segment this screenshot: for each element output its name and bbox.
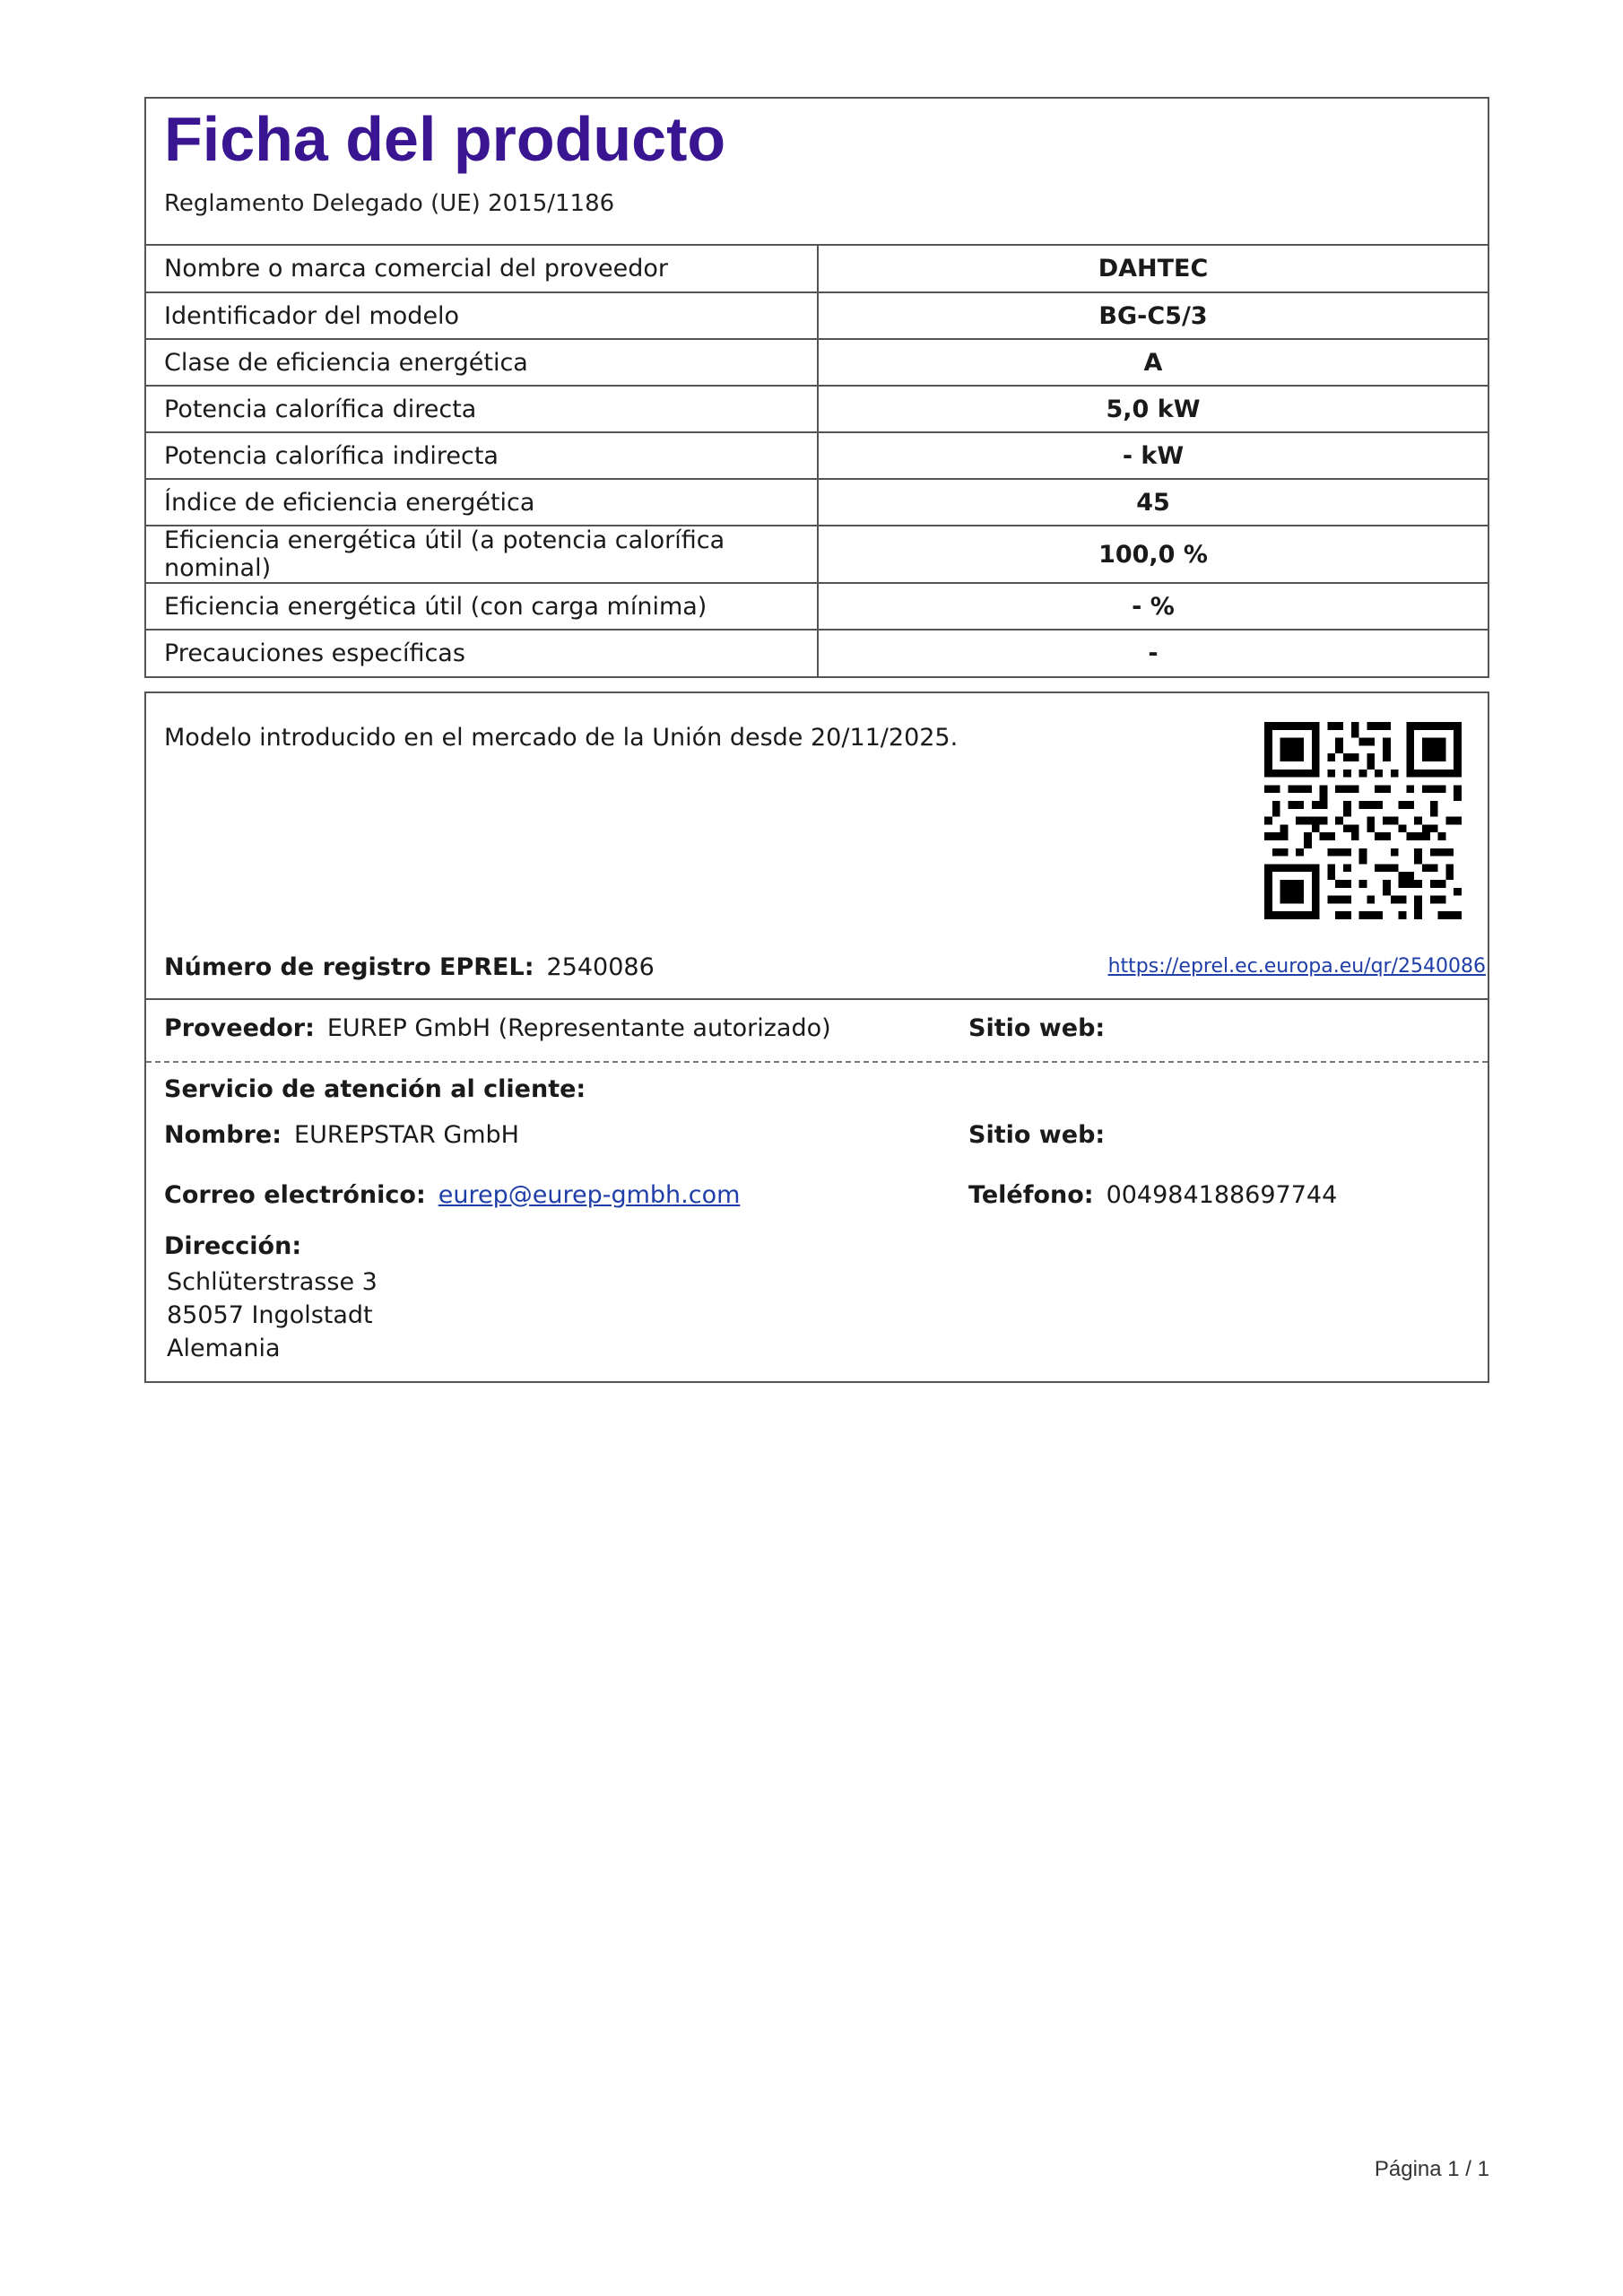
address-label: Dirección:: [164, 1232, 302, 1260]
sheet-header: [146, 99, 1488, 246]
eprel-number: 2540086: [546, 953, 655, 981]
service-website: [968, 1121, 1117, 1149]
spec-value: 45: [818, 479, 1488, 526]
service-email: [164, 1181, 740, 1209]
service-name: [164, 1121, 519, 1149]
specs-table: [146, 246, 1488, 676]
eprel-label: Número de registro EPREL:: [164, 953, 534, 981]
market-intro-text: Modelo introducido en el mercado de la Unión desde 20/11/2025.: [164, 724, 959, 752]
product-sheet: [144, 97, 1489, 678]
eprel-link[interactable]: https://eprel.ec.europa.eu/qr/2540086: [1107, 955, 1486, 978]
name-label: Nombre:: [164, 1121, 282, 1149]
spec-label: Identificador del modelo: [146, 292, 818, 339]
phone-value: 004984188697744: [1106, 1181, 1338, 1209]
spec-value: BG-C5/3: [818, 292, 1488, 339]
eprel-registration: [164, 953, 655, 981]
spec-label: Potencia calorífica directa: [146, 386, 818, 432]
page-number: Página 1 / 1: [1374, 2157, 1489, 2181]
table-row: [146, 339, 1488, 386]
spec-value: - %: [818, 583, 1488, 630]
spec-label: Eficiencia energética útil (a potencia calorífica nominal): [146, 526, 818, 583]
spec-label: Nombre o marca comercial del proveedor: [146, 246, 818, 292]
table-row: [146, 526, 1488, 583]
regulation-subtitle: Reglamento Delegado (UE) 2015/1186: [164, 190, 615, 217]
service-phone: [968, 1181, 1337, 1209]
website-label: Sitio web:: [968, 1121, 1106, 1149]
service-contact-row: [146, 1163, 1488, 1223]
website-label: Sitio web:: [968, 1014, 1106, 1042]
provider: [164, 1014, 831, 1042]
email-label: Correo electrónico:: [164, 1181, 426, 1209]
address-block: [146, 1223, 1488, 1381]
table-row: [146, 583, 1488, 630]
info-panel: [144, 691, 1489, 1383]
spec-value: A: [818, 339, 1488, 386]
spec-value: -: [818, 630, 1488, 676]
spec-value: 5,0 kW: [818, 386, 1488, 432]
address-line: Alemania: [167, 1335, 281, 1362]
spec-value: 100,0 %: [818, 526, 1488, 583]
phone-label: Teléfono:: [968, 1181, 1094, 1209]
table-row: [146, 386, 1488, 432]
eprel-block: [146, 693, 1488, 1000]
service-name-row: [146, 1103, 1488, 1163]
page-title: Ficha del producto: [164, 104, 726, 174]
provider-row: [146, 1000, 1488, 1063]
table-row: [146, 479, 1488, 526]
provider-label: Proveedor:: [164, 1014, 315, 1042]
spec-label: Índice de eficiencia energética: [146, 479, 818, 526]
provider-website: [968, 1014, 1117, 1042]
table-row: [146, 432, 1488, 479]
spec-label: Potencia calorífica indirecta: [146, 432, 818, 479]
spec-label: Precauciones específicas: [146, 630, 818, 676]
spec-value: DAHTEC: [1098, 255, 1209, 283]
name-value: EUREPSTAR GmbH: [294, 1121, 519, 1149]
address-line: Schlüterstrasse 3: [167, 1268, 378, 1296]
spec-label: Eficiencia energética útil (con carga mínima): [146, 583, 818, 630]
provider-value: EUREP GmbH (Representante autorizado): [326, 1014, 831, 1042]
spec-label: Clase de eficiencia energética: [146, 339, 818, 386]
spec-value: - kW: [818, 432, 1488, 479]
address-line: 85057 Ingolstadt: [167, 1301, 373, 1329]
table-row: [146, 292, 1488, 339]
customer-service-title: Servicio de atención al cliente:: [164, 1075, 586, 1103]
table-row: [146, 630, 1488, 676]
table-row: [146, 246, 1488, 292]
email-link[interactable]: eurep@eurep-gmbh.com: [438, 1181, 741, 1209]
qr-code-icon[interactable]: [1264, 722, 1462, 919]
